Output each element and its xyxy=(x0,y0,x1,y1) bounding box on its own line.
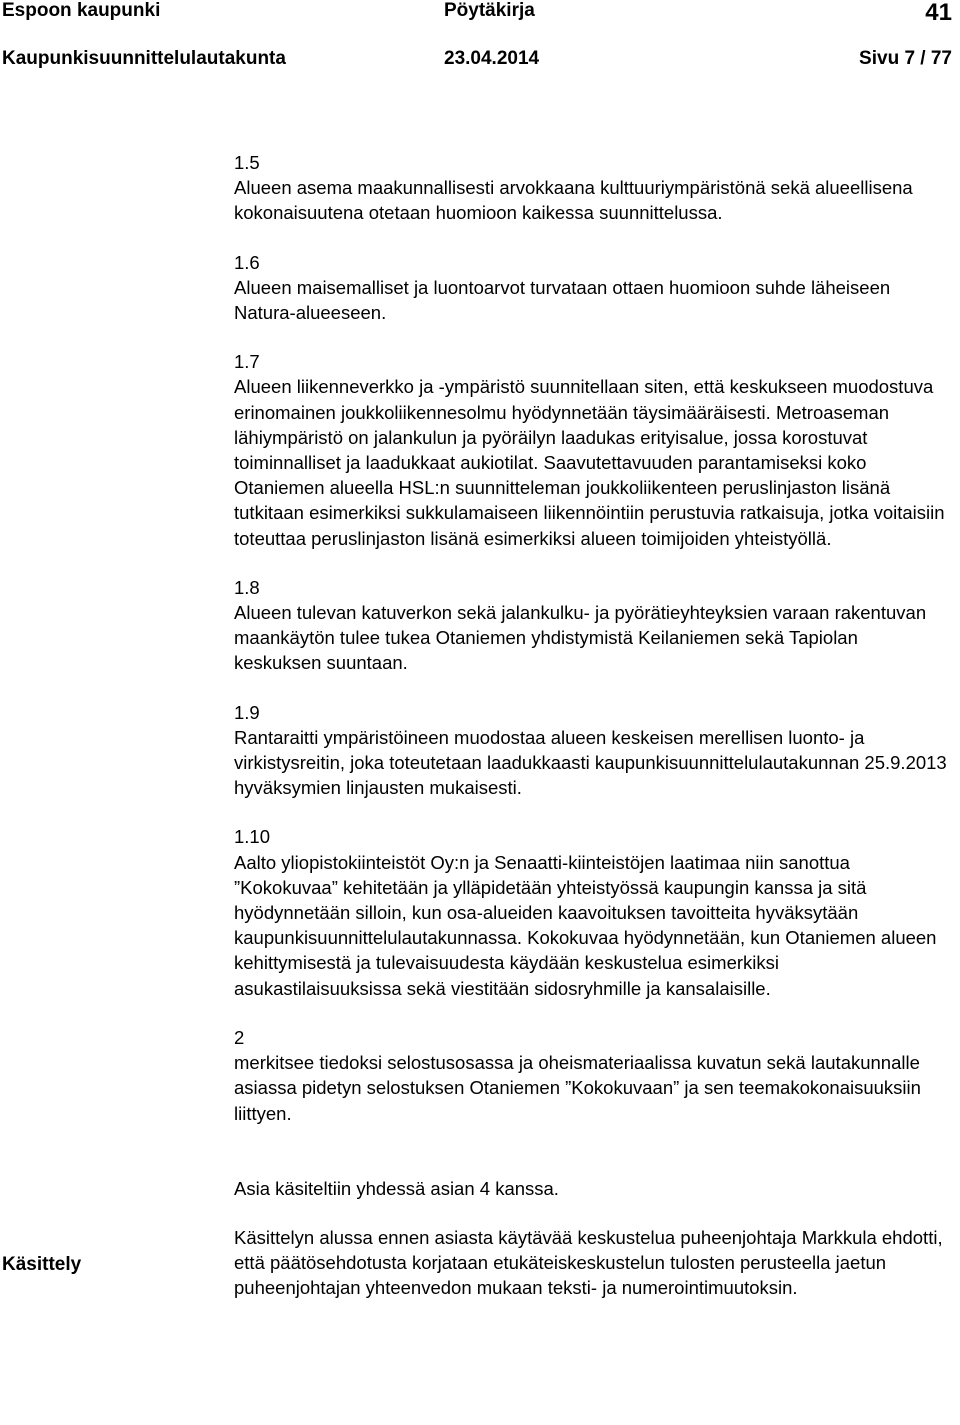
section-text: Alueen tulevan katuverkon sekä jalankulku- ja pyörätieyhteyksien varaan rakentuvan maankäytön tulee tukea Otaniemen yhdistymistä Keilaniemen sekä Tapiolan keskuksen suuntaan. xyxy=(234,602,927,674)
kasittely-label: Käsittely xyxy=(2,1254,82,1275)
item-number: 41 xyxy=(925,0,952,26)
section-text: merkitsee tiedoksi selostusosassa ja oheismateriaalissa kuvatun sekä lautakunnalle asiassa pidetyn selostuksen Otaniemen ”Kokokuvaan” ja sen teemakokonaisuuksiin liittyen. xyxy=(234,1052,921,1124)
section-number: 2 xyxy=(234,1026,245,1048)
document-body xyxy=(234,150,950,1301)
section-number: 1.5 xyxy=(234,152,260,173)
meeting-date: 23.04.2014 xyxy=(444,48,540,69)
kasittely-text: Käsittelyn alussa ennen asiasta käytävää keskustelua puheenjohtaja Markkula ehdotti, että päätösehdotusta korjataan etukäteiskeskustelun tulosten perusteella jaetun puheenjohtajan yhteenvedon mukaan teksti- ja numerointimuutoksin. xyxy=(234,1226,943,1299)
section-text: Rantaraitti ympäristöineen muodostaa alueen keskeisen merellisen luonto- ja virkistysreitin, joka toteutetaan laadukkaasti kaupunkisuunnittelulautakunnan 25.9.2013 hyväksymien linjausten mukaisesti. xyxy=(234,726,947,799)
section-number: 1.8 xyxy=(234,576,260,598)
section-1-10 xyxy=(234,824,950,1000)
header-row-1 xyxy=(0,0,960,30)
section-2 xyxy=(234,1025,950,1126)
kasittely-text: Asia käsiteltiin yhdessä asian 4 kanssa. xyxy=(234,1177,559,1199)
section-1-7 xyxy=(234,349,950,551)
section-number: 1.10 xyxy=(234,826,271,848)
organization-name: Espoon kaupunki xyxy=(2,0,161,21)
section-text: Alueen liikenneverkko ja -ympäristö suunnitellaan siten, että keskukseen muodostuva erinomainen joukkoliikennesolmu hyödynnetään täysimääräisesti. Metroaseman lähiympäristö on jalankulun ja pyöräilyn laadukas erityisalue, jossa korostuvat toiminnalliset ja laadukkaat aukiotilat. Saavutettavuuden parantamiseksi koko Otaniemen alueella HSL:n suunnitteleman joukkoliikenteen peruslinjaston lisänä tutkitaan esimerkiksi sukkulamaiseen liikennöintiin perustuvia ratkaisuja, jotka voitaisiin toteuttaa peruslinjaston lisänä esimerkiksi alueen toimijoiden yhteistyöllä. xyxy=(234,376,945,549)
kasittely-paragraph-1 xyxy=(234,1176,950,1201)
section-1-8 xyxy=(234,575,950,676)
section-text: Aalto yliopistokiinteistöt Oy:n ja Senaatti-kiinteistöjen laatimaa niin sanottua ”Kokokuvaa” kehitetään ja ylläpidetään yhteistyössä kaupungin kanssa ja sitä hyödynnetään silloin, kun osa-alueiden kaavoituksen tavoitteita hyväksytään kaupunkisuunnittelulautakunnassa. Kokokuvaa hyödynnetään, kun Otaniemen alueen kehittymisestä ja tulevaisuudesta käydään keskustelua esimerkiksi asukastilaisuuksissa sekä viestitään sidosryhmille ja kansalaisille. xyxy=(234,851,937,999)
section-text: Alueen maisemalliset ja luontoarvot turvataan ottaen huomioon suhde läheiseen Natura-alueeseen. xyxy=(234,276,891,324)
page-number: Sivu 7 / 77 xyxy=(859,48,952,69)
kasittely-paragraph-2 xyxy=(234,1225,950,1301)
section-1-5 xyxy=(234,150,950,226)
committee-name: Kaupunkisuunnittelulautakunta xyxy=(2,48,286,69)
section-1-9 xyxy=(234,700,950,801)
section-number: 1.9 xyxy=(234,701,260,723)
document-type: Pöytäkirja xyxy=(444,0,535,21)
section-number: 1.6 xyxy=(234,251,260,273)
section-number: 1.7 xyxy=(234,351,260,373)
header-row-2 xyxy=(0,48,960,78)
section-text: Alueen asema maakunnallisesti arvokkaana kulttuuriympäristönä sekä alueellisena kokonaisuutena otetaan huomioon kaikessa suunnittelussa. xyxy=(234,177,913,224)
section-1-6 xyxy=(234,250,950,326)
